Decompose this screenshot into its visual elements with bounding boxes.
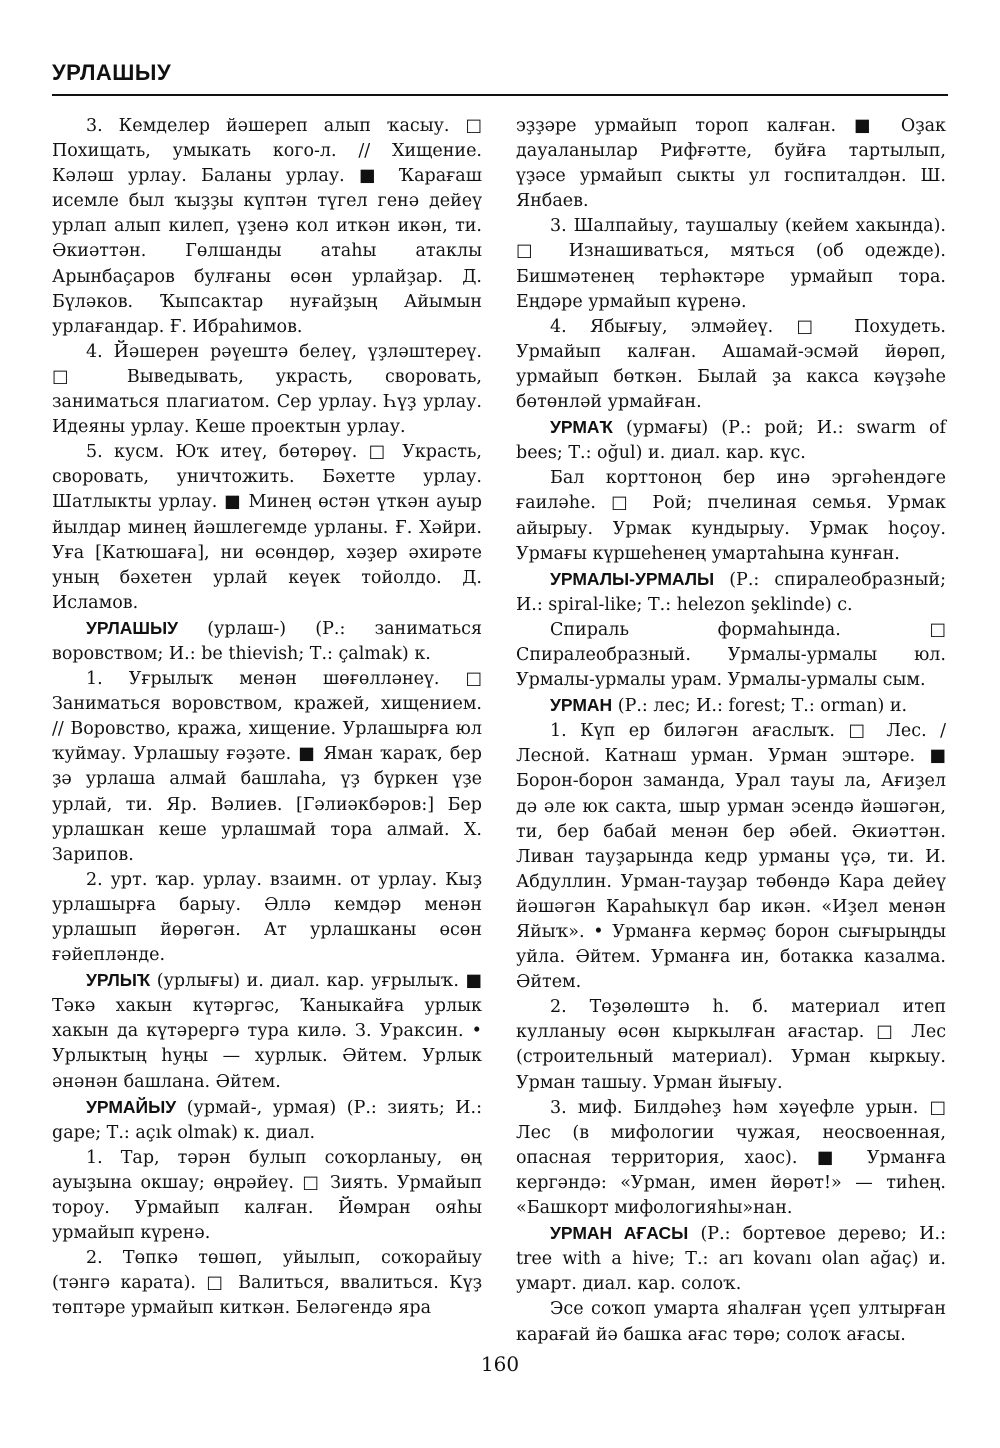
continued-paragraph: эҙҙәре урмайып тороп калған. ■ Оҙак дауаланылар Рифғәтте, буйға тартылып, үҙәсе урмайып сыкты ул госпиталдән. Ш. Янбаев.: [516, 116, 946, 212]
sense-paragraph: Спираль формаһында. □ Спиралеобразный. Урмалы-урмалы юл. Урмалы-урмалы урам. Урмалы-урмалы сым.: [516, 619, 946, 691]
entry-paragraph: [52, 968, 482, 1094]
entry-paragraph: [516, 693, 946, 719]
headword: УРЛАШЫУ: [86, 617, 178, 638]
page-number: 160: [480, 1352, 520, 1376]
headword: УРМАН АҒАСЫ: [550, 1223, 689, 1244]
entry-paragraph: [516, 1221, 946, 1297]
sense-paragraph: 2. Төҙөлөштә һ. б. материал итеп кулланыу өсөн кыркылған ағастар. □ Лес (строительный материал). Урман кыркыу. Урман ташыу. Урман йығыу.: [516, 997, 946, 1093]
entry-header-text: (Р.: спиралеобразный; И.: spiral-like; Т.: helezon şeklinde) с.: [516, 569, 946, 615]
headword: УРМАҠ: [550, 417, 613, 438]
entry-header-text: (Р.: бортевое дерево; И.: tree with a hive; Т.: arı kovanı olan ağaç) и. умарт. диал. кар. солоҡ.: [516, 1224, 946, 1295]
headword: УРМАН: [550, 695, 613, 716]
sense-paragraph: 2. урт. ҡар. урлау. взаимн. от урлау. Кыҙ урлашырға барыу. Әллә кемдәр менән урлашып йөрөгән. Ат урлашканы өсөн ғәйепләнде.: [52, 869, 482, 966]
sense-paragraph: Бал корттоноң бер инә эргәһендәге ғаиләһе. □ Рой; пчелиная семья. Урмак айырыу. Урмак кундырыу. Урмак һоҫоу. Урмағы күршеһенең умартаһына кунған.: [516, 468, 946, 564]
sense-paragraph: 1. Тар, тәрән булып соҡорланыу, өң ауыҙына окшау; өңрәйеү. □ Зиять. Урмайып тороу. Урмайып калған. Йөмран ояһы урмайып күренә.: [52, 1147, 482, 1244]
sense-paragraph: 4. Ябығыу, элмәйеү. □ Похудеть. Урмайып калған. Ашамай-эсмәй йөрөп, урмайып бөткән. Былай ҙа каксa кәүҙәһе бөтөнләй урмайған.: [516, 316, 946, 413]
running-head: УРЛАШЫУ: [52, 60, 172, 85]
entry-header-text: (урлаш-) (Р.: заниматься воровством; И.: be thievish; Т.: çalmak) к.: [52, 618, 482, 664]
header-rule: [52, 94, 948, 96]
headword: УРМАЙЫУ: [86, 1096, 177, 1117]
sense-paragraph: 3. Кемделер йәшереп алып ҡасыу. □ Похищать, умыкать кого-л. // Хищение. Кәләш урлау. Баланы урлау. ■ Ҡарағаш исемле был ҡыҙҙы күптән түгел генә дейеү урлап алып килеп, үҙенә кол иткән икән, ти. Әкиәттән. Гөлшанды атаһы атаклы Арынбаҫаров булғаны өсөн урлайҙар. Д. Бүләков. Ҡыпсактар нуғайҙың Айымын урлағандар. Ғ. Ибраһимов.: [52, 116, 482, 337]
entry-paragraph: [52, 616, 482, 667]
right-column: [516, 114, 946, 1348]
entry-paragraph: [516, 415, 946, 466]
headword: УРЛЫҠ: [86, 970, 151, 991]
entry-header-text: (Р.: лес; И.: forest; Т.: orman) и.: [617, 696, 908, 717]
left-column: [52, 114, 482, 1322]
entry-header-text: (урмай-, урмая) (Р.: зиять; И.: gape; Т.: açık olmak) к. диал.: [52, 1097, 482, 1143]
entry-header-text: (урлығы) и. диал. кар. уғрылыҡ. ■ Тәкә хакын күтәргәс, Ҡаныкайға урлык хакын да күтәрергә тура килә. З. Ураксин. • Урлыктың һуңы — хурлык. Әйтем. Урлык әнәнән башлана. Әйтем.: [52, 971, 482, 1092]
sense-paragraph: 1. Уғрылыҡ менән шөғөлләнеү. □ Заниматься воровством, кражей, хищением. // Воровство, кража, хищение. Урлашырға юл ҡуймау. Урлашыу ғәҙәте. ■ Яман ҡараҡ, бер ҙә урлаша алмай башлаһа, үҙ бүркен үҙе урлай, ти. Яр. Вәлиев. [Гәлиәкбәров:] Бер урлашкан кеше урлашмай тора алмай. Х. Зарипов.: [52, 669, 482, 865]
sense-paragraph: 4. Йәшерен рәүештә белеү, үҙләштереү. □ Выведывать, украсть, своровать, заниматься плагиатом. Сер урлау. Һүҙ урлау. Идеяны урлау. Кеше проектын урлау.: [52, 341, 482, 438]
sense-paragraph: 2. Төпкә төшөп, уйылып, соҡорайыу (тәнгә карата). □ Валиться, ввалиться. Күҙ төптәре урмайып киткән. Беләгендә яра: [52, 1248, 482, 1319]
sense-paragraph: Эсе соҡоп умарта яһалған үҫеп ултырған карағай йә башка ағас төрө; солоҡ ағасы.: [516, 1299, 946, 1345]
entry-paragraph: [516, 567, 946, 618]
entry-paragraph: [52, 1095, 482, 1146]
sense-paragraph: 5. кусм. Юҡ итеү, бөтөрөү. □ Украсть, своровать, уничтожить. Бәхетте урлау. Шатлыкты урлау. ■ Минең өстән үткән ауыр йылдар минең йәшлегемде урланы. Ғ. Хәйри. Уға [Катюшаға], ни өсөндөр, хәҙер әхирәте уның бәхетен урлай кеүек тойолдо. Д. Исламов.: [52, 442, 482, 613]
sense-paragraph: 3. миф. Билдәһеҙ һәм хәүефле урын. □ Лес (в мифологии чужая, неосвоенная, опасная территория, хаос). ■ Урманға кергәндә: «Урман, имен йөрөт!» — тиһең. «Башкорт мифологияһы»нан.: [516, 1097, 946, 1219]
sense-paragraph: 1. Күп ер биләгән ағаслыҡ. □ Лес. / Лесной. Катнаш урман. Урман эштәре. ■ Борон-борон заманда, Урал тауы ла, Ағиҙел дә әле юк сакта, шыр урман эсендә йәшәгән, ти, бер бабай менән бер әбей. Әкиәттән. Ливан тауҙарында кедр урманы үҫә, ти. И. Абдуллин. Урман-тауҙар төбөндә Кара дейеү йәшәгән Карaһыкүл бар икән. «Иҙел менән Яйыҡ». • Урманға кермәҫ борон сығырыңды уйла. Әйтем. Урманға ин, ботакка казалма. Әйтем.: [516, 721, 946, 993]
entry-header-text: (урмағы) (Р.: рой; И.: swarm of bees; Т.: oğul) и. диал. кар. күс.: [516, 418, 946, 464]
sense-paragraph: 3. Шалпайыу, таушалыу (кейем хакында). □ Изнашиваться, мяться (об одежде). Бишмәтенең терһәктәре урмайып тора. Еңдәре урмайып күренә.: [516, 216, 946, 312]
headword: УРМАЛЫ-УРМАЛЫ: [550, 568, 715, 589]
